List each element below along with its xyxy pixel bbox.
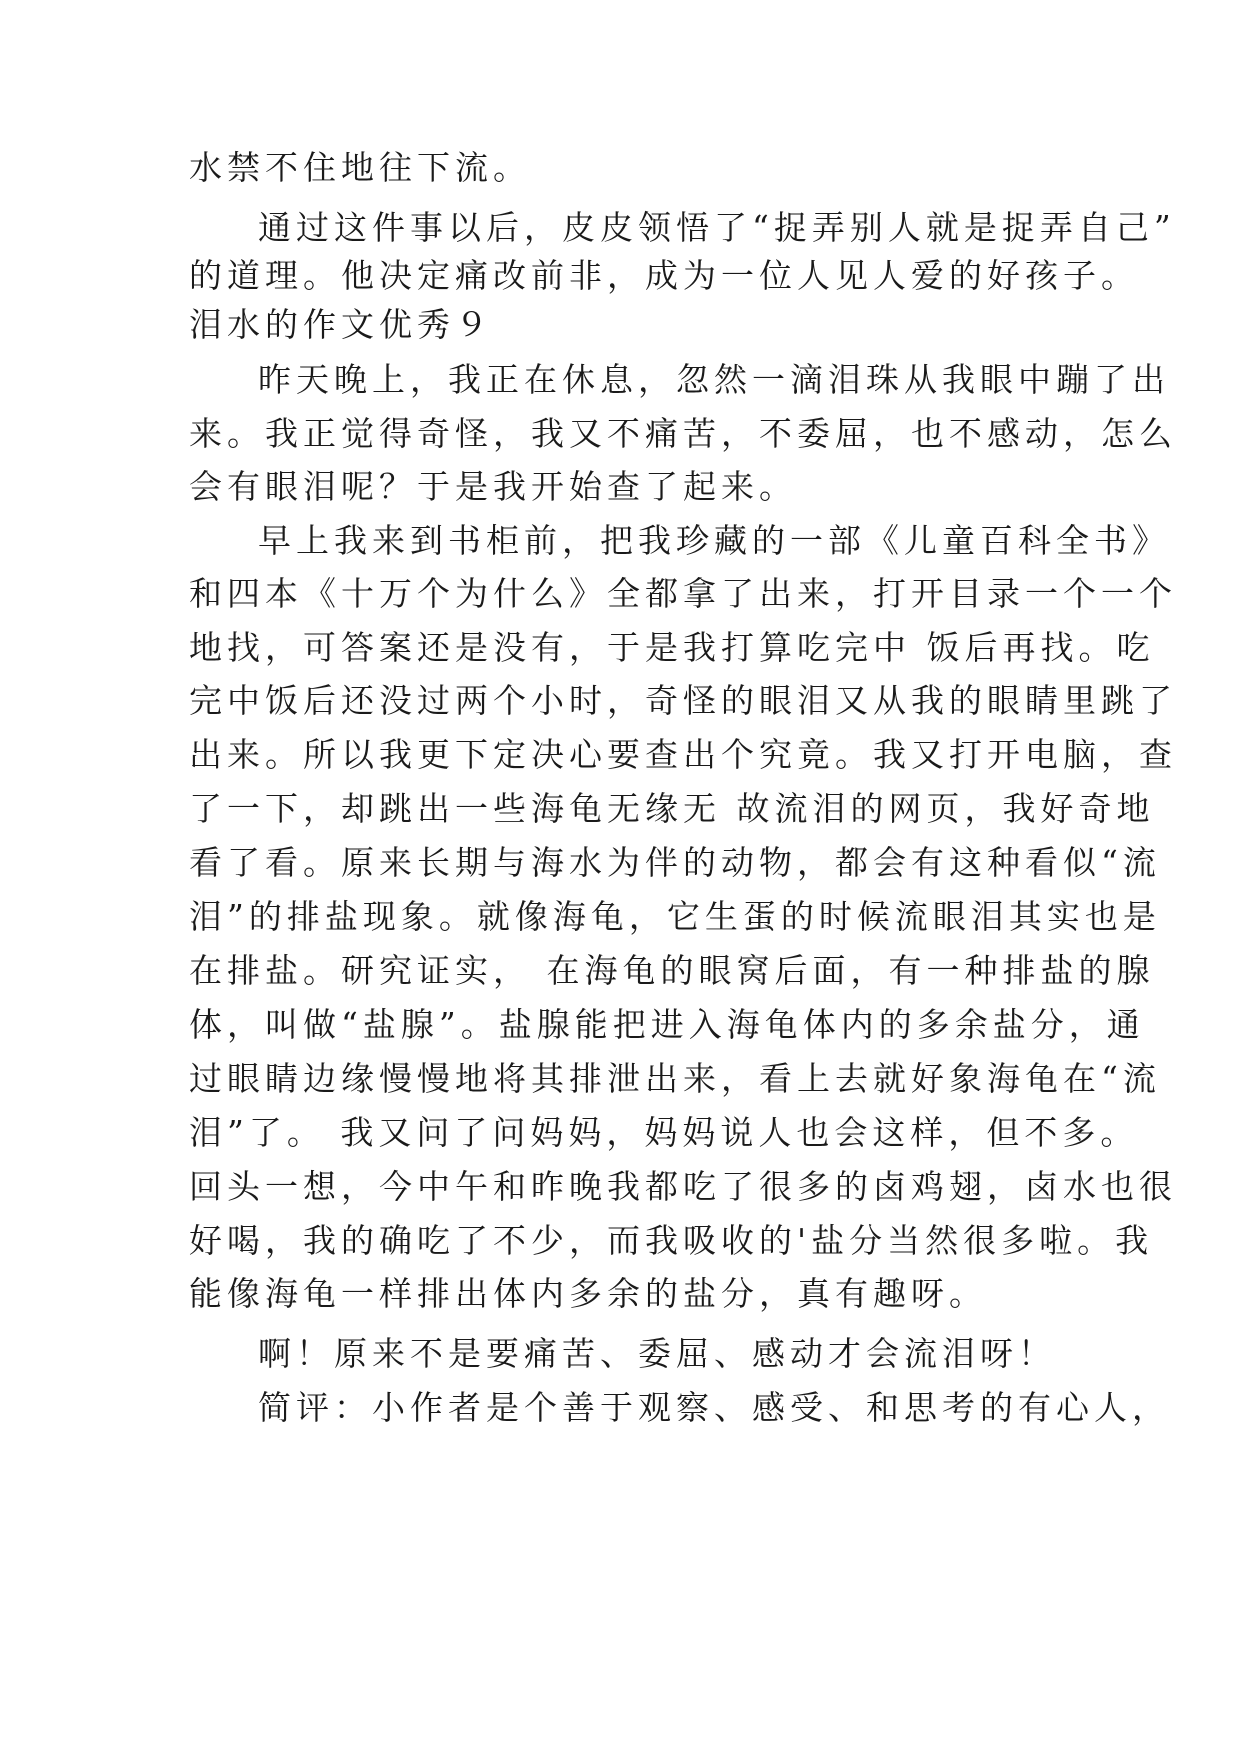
body-text-line: 回头一想，今中午和昨晚我都吃了很多的卤鸡翅，卤水也很 xyxy=(189,1167,1177,1206)
body-text-line: 在排盐。研究证实， 在海龟的眼窝后面，有一种排盐的腺 xyxy=(189,951,1155,990)
body-text-line: 看了看。原来长期与海水为伴的动物，都会有这种看似“流 xyxy=(189,843,1161,882)
body-text-line: 来。我正觉得奇怪，我又不痛苦，不委屈，也不感动，怎么 xyxy=(189,414,1177,453)
body-text-line: 完中饭后还没过两个小时，奇怪的眼泪又从我的眼睛里跳了 xyxy=(189,681,1177,720)
body-text-line: 泪”了。 我又问了问妈妈，妈妈说人也会这样，但不多。 xyxy=(189,1113,1139,1152)
body-text-line: 好喝，我的确吃了不少，而我吸收的'盐分当然很多啦。我 xyxy=(189,1221,1154,1260)
body-text-line: 能像海龟一样排出体内多余的盐分，真有趣呀。 xyxy=(189,1274,987,1313)
section-heading: 泪水的作文优秀９ xyxy=(189,305,493,344)
body-text-line: 会有眼泪呢？于是我开始查了起来。 xyxy=(189,467,797,506)
body-text-line: 出来。所以我更下定决心要查出个究竟。我又打开电脑，查 xyxy=(189,735,1177,774)
paragraph-start-line: 昨天晚上，我正在休息，忽然一滴泪珠从我眼中蹦了出 xyxy=(258,360,1170,399)
body-text-line: 的道理。他决定痛改前非，成为一位人见人爱的好孩子。 xyxy=(189,256,1139,295)
body-text-line: 水禁不住地往下流。 xyxy=(189,148,531,187)
body-text-line: 地找，可答案还是没有，于是我打算吃完中 饭后再找。吃 xyxy=(189,628,1155,667)
commentary-line: 简评：小作者是个善于观察、感受、和思考的有心人， xyxy=(258,1388,1170,1427)
paragraph-start-line: 通过这件事以后，皮皮领悟了“捉弄别人就是捉弄自己” xyxy=(258,208,1176,247)
body-text-line: 过眼睛边缘慢慢地将其排泄出来，看上去就好象海龟在“流 xyxy=(189,1059,1161,1098)
paragraph-start-line: 早上我来到书柜前，把我珍藏的一部《儿童百科全书》 xyxy=(258,521,1170,560)
body-text-line: 泪”的排盐现象。就像海龟，它生蛋的时候流眼泪其实也是 xyxy=(189,897,1161,936)
paragraph-start-line: 啊！原来不是要痛苦、委屈、感动才会流泪呀！ xyxy=(258,1334,1056,1373)
body-text-line: 了一下，却跳出一些海龟无缘无 故流泪的网页，我好奇地 xyxy=(189,789,1155,828)
body-text-line: 体，叫做“盐腺”。盐腺能把进入海龟体内的多余盐分，通 xyxy=(189,1005,1145,1044)
body-text-line: 和四本《十万个为什么》全都拿了出来，打开目录一个一个 xyxy=(189,574,1177,613)
